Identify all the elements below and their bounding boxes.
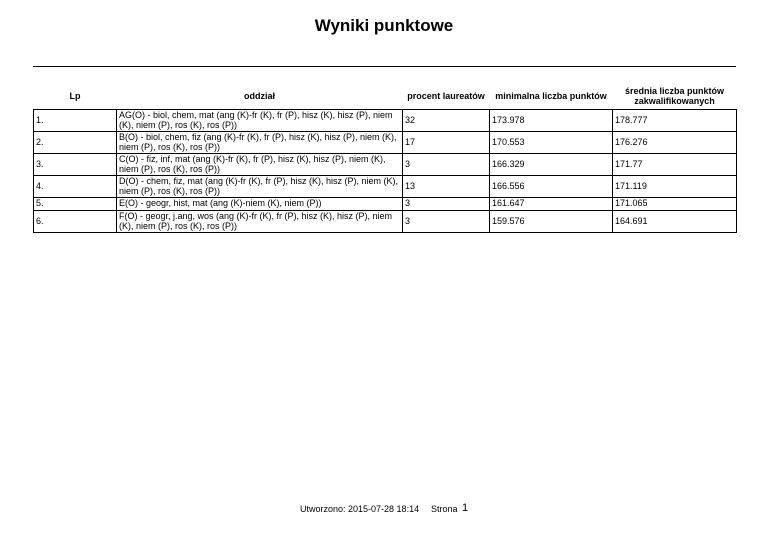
cell-minimalna: 159.576 xyxy=(490,211,613,233)
cell-lp: 5. xyxy=(34,198,117,211)
table-row xyxy=(34,211,737,233)
cell-srednia: 171.119 xyxy=(613,176,737,198)
cell-minimalna: 173.978 xyxy=(490,110,613,132)
page-label: Strona xyxy=(431,504,458,514)
header-srednia-line1: średnia liczba punktów xyxy=(624,86,725,96)
table-header-row xyxy=(34,83,737,110)
header-srednia-line2: zakwalifikowanych xyxy=(634,96,715,106)
cell-oddzial: D(O) - chem, fiz, mat (ang (K)-fr (K), fr (P), hisz (K), hisz (P), niem (K), niem (P), ros (K), ros (P)) xyxy=(117,176,403,198)
cell-srednia: 176.276 xyxy=(613,132,737,154)
cell-srednia: 164.691 xyxy=(613,211,737,233)
header-minimalna: minimalna liczba punktów xyxy=(495,91,607,101)
cell-minimalna: 166.329 xyxy=(490,154,613,176)
cell-lp: 1. xyxy=(34,110,117,132)
header-srednia xyxy=(613,83,737,110)
page-number: 1 xyxy=(462,502,469,514)
cell-srednia: 171.77 xyxy=(613,154,737,176)
cell-procent: 3 xyxy=(403,198,490,211)
cell-oddzial: E(O) - geogr, hist, mat (ang (K)-niem (K), niem (P)) xyxy=(117,198,403,211)
cell-procent: 3 xyxy=(403,211,490,233)
cell-oddzial: F(O) - geogr, j.ang, wos (ang (K)-fr (K), fr (P), hisz (K), hisz (P), niem (K), niem (P), ros (K), ros (P)) xyxy=(117,211,403,233)
page-title: Wyniki punktowe xyxy=(314,16,454,35)
cell-procent: 32 xyxy=(403,110,490,132)
cell-procent: 3 xyxy=(403,154,490,176)
cell-procent: 13 xyxy=(403,176,490,198)
header-lp: Lp xyxy=(69,91,81,101)
header-oddzial: oddział xyxy=(244,91,275,101)
header-procent: procent laureatów xyxy=(407,91,485,101)
cell-lp: 2. xyxy=(34,132,117,154)
cell-lp: 6. xyxy=(34,211,117,233)
table-row xyxy=(34,132,737,154)
cell-minimalna: 161.647 xyxy=(490,198,613,211)
cell-oddzial: AG(O) - biol, chem, mat (ang (K)-fr (K), fr (P), hisz (K), hisz (P), niem (K), niem (P), ros (K), ros (P)) xyxy=(117,110,403,132)
cell-srednia: 178.777 xyxy=(613,110,737,132)
cell-srednia: 171.065 xyxy=(613,198,737,211)
cell-procent: 17 xyxy=(403,132,490,154)
cell-lp: 4. xyxy=(34,176,117,198)
cell-minimalna: 166.556 xyxy=(490,176,613,198)
table-row xyxy=(34,110,737,132)
table-row xyxy=(34,176,737,198)
cell-oddzial: C(O) - fiz, inf, mat (ang (K)-fr (K), fr (P), hisz (K), hisz (P), niem (K), niem (P), ros (K), ros (P)) xyxy=(117,154,403,176)
cell-minimalna: 170.553 xyxy=(490,132,613,154)
cell-lp: 3. xyxy=(34,154,117,176)
created-timestamp: Utworzono: 2015-07-28 18:14 xyxy=(300,504,420,514)
table-row xyxy=(34,154,737,176)
cell-oddzial: B(O) - biol, chem, fiz (ang (K)-fr (K), fr (P), hisz (K), hisz (P), niem (K), niem (P), ros (K), ros (P)) xyxy=(117,132,403,154)
table-row xyxy=(34,198,737,211)
title-divider xyxy=(33,66,736,67)
results-table xyxy=(33,83,737,233)
